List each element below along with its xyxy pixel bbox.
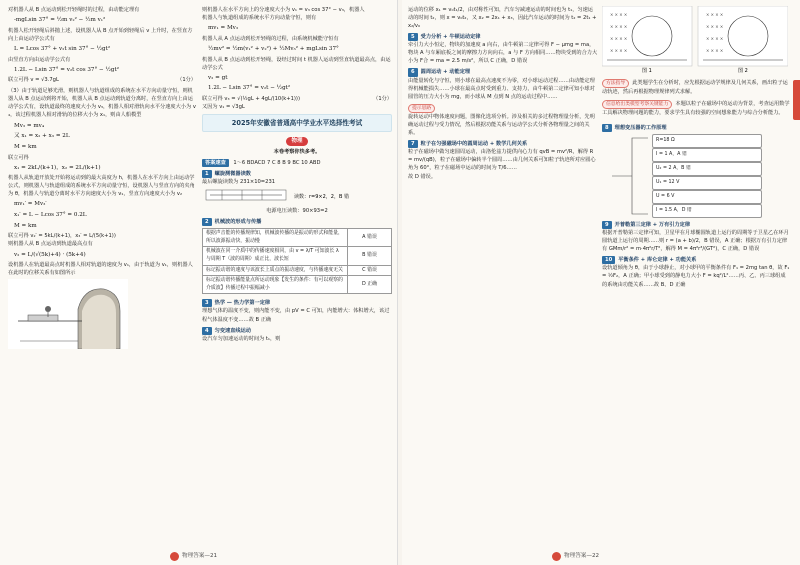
subtitle: 本卷考察你快多考。	[273, 148, 321, 155]
analysis-table	[202, 228, 392, 294]
right-edge-tab	[793, 80, 800, 120]
q7-title: 粒子在匀强磁场中的圆周运动 + 数学几何关系	[420, 141, 528, 148]
paragraph: 机器人从轨道开放处开始将运动到的最大高度为 h，机器人在水平方向上由运动学公式，则机器人与轨道组成的系统水平方向动量守恒，设机器人与竖直方向的夹角为 θ，机器人与轨道分离时水平方向速度大小为 v₁，竖直方向速度大小为 v₂	[8, 175, 195, 198]
paragraph: 故 D 错误。	[408, 173, 437, 180]
paragraph: 机器人从 B 点运动到松开轻绳，设经过时间 t 机器人运动到竖直轨道最高点，由运动学公式	[202, 56, 391, 71]
svg-text:× × × ×: × × × ×	[706, 36, 724, 41]
page-number: 物理答案—22	[564, 553, 600, 560]
table-cell: 根据声音能的传播规律知，机械波传播的是振动的形式和能量，所以波源振动快，振动慢	[203, 229, 348, 247]
table-result: A 错误	[348, 229, 392, 247]
score: （1分）	[177, 77, 196, 84]
paragraph: 则机器人从 B 点运动到轨道最高点有	[8, 241, 93, 248]
formula: 又 x₁ = x₂ + x₃ = 2L	[14, 133, 70, 140]
robot-track-diagram	[8, 279, 128, 349]
paragraph: 由竖直方向由运动学公式有	[8, 56, 71, 63]
answer-title: 答案速查	[202, 159, 229, 167]
transformer-diagram	[602, 134, 790, 218]
tip-tag: 提示思路	[408, 104, 435, 113]
formula: v₂ = gt	[208, 74, 228, 81]
paragraph: 设轨道倾角为 θ，由于小球静止，对小球甲的平衡条件有 F₁ = 2mg tan θ，故 F₁ = ½F₂，A 正确；甲小球受到的静电力大小 F = kq²/L²……丙、乙、丙三球组成的系统由功能关系……故 B、D 正确	[602, 265, 792, 288]
right-col-2: × × × × × × × × × × × × × × × × × × × × × × × × × × × × × × × × 图 1 图 2 方法指导 此类题学生在分析时，应先根据运动学规律及几何关系，画出粒子运动轨迹，然后再根据物理规律列式求解。 信息给出类模型考察关键能力 本题以粒子在磁场中的运动为背景，考查运用数学工具解决物理问题的能力，要求学生具有较强的空间想象能力与综合分析能力。 8 理想变压器的工作原理 R=18 Ω I = 1 A，A 错 U₂ = 2 A，B 错 U₁ = 12 V U = 6 V I = 1.5 A，D 错 9 开普勒第三定律 + 万有引力定律 根据开普勒第三定律可知，卫星甲在月球椭圆轨道上运行的周期等于卫星乙在环月圆轨道上运行的周期……则 r = (a + b)/2，B 错误，A 正确；根据万有引力定律有 GMm/r² = m·4π²r/T²，解得 M = 4π²r³/(GT²)，C 正确，D 错误 10 平衡条件 + 库仑定律 + 功能关系 设轨道倾角为 θ，由于小球静止，对小球甲的平衡条件有 F₁ = 2mg tan θ，故 F₁ = ½F₂，A 正确；甲小球受到的静电力大小 F = kq²/L²……丙、乙、丙三球组成的系统由功能关系……故 B、D 正确	[602, 6, 790, 289]
q5-title: 受力分析 + 牛顿运动定律	[420, 34, 481, 41]
table-cell: 标记振动谐的速度与该波长上质点的振动速度，与传播速度无关	[203, 265, 348, 276]
bracket-icon	[602, 134, 650, 218]
paragraph: 则机器人在水平方向上的分速度大小为 v₁ = v₃ cos 37° − v₃，机器人	[202, 7, 365, 13]
paragraph: 联立可得 v = √3.7gL	[8, 77, 59, 84]
publisher-logo-icon	[170, 552, 179, 561]
left-page	[0, 0, 398, 565]
formula: mv₁′ = Mv₃′	[14, 201, 47, 208]
paragraph: 最后螺旋读数为 231×10=231	[202, 178, 276, 185]
q8-title: 理想变压器的工作原理	[614, 125, 667, 132]
paragraph: 本题以粒子在磁场中的运动为背景，考查运用数学工具解决物理问题的能力，要求学生具有较强的空间想象能力与综合分析能力。	[602, 100, 790, 116]
paragraph: 粒子在磁场中做匀速圆周运动，由洛伦兹力提供向心力有 qvB = mv²/R，解得 R = mv/(qB)，粒子在磁场中偏转半个圆周……由几何关系可知粒子轨迹所对应圆心角为 60°，粒子在磁场中运动的时间为 T/6……	[408, 149, 596, 172]
table-row	[203, 229, 392, 247]
figure-caption-2: 图 2	[738, 68, 748, 74]
paragraph: 机器人与轨道组成的系统水平方向动量守恒，则有	[202, 15, 317, 22]
score: （1分）	[373, 95, 392, 102]
subject-badge: 物理	[286, 137, 307, 146]
q6-title: 圆周运动 + 动能定理	[420, 69, 471, 76]
svg-text:× × × ×: × × × ×	[706, 12, 724, 17]
paragraph: 机器人松开轻绳后斜抛上述，设机器人从 B 点开始到轻绳后 v 上升时，在竖直方向上由运动学公式有	[8, 27, 193, 42]
micrometer-diagram	[202, 186, 382, 204]
diagram-line: R=18 Ω	[652, 134, 762, 147]
table-row	[203, 247, 392, 265]
q1-title: 螺旋测微器读数	[214, 170, 251, 177]
table-cell: 标记振动谐传播能量点所运动现象【发生的条件：有可以观察的介质波】传播过程中振幅减小	[203, 276, 348, 294]
paragraph: 由能量转化与守恒，则小球在最高点速度不为零，对小球运动过程……由动能定理得机械能损失……小球在最高点时受到重力、支持力，由牛顿第二定律可知小球对圆管的压力大小为 mg，而小球从 M 点到 N 点的运动过程中……	[408, 77, 595, 100]
diagram-line: I = 1.5 A，D 错	[652, 204, 762, 217]
table-result: D 正确	[348, 276, 392, 294]
paragraph: 联立可得	[8, 154, 29, 161]
svg-text:× × × ×: × × × ×	[706, 24, 724, 29]
paragraph: 此类题学生在分析时，应先根据运动学规律及几何关系，画出粒子运动轨迹，然后再根据物理规律列式求解。	[602, 80, 788, 96]
paragraph: 运动的位移 x₁ = v₀t₁/2，由对称性可知，汽车匀减速运动的时间也为 t₁，匀速运动的时间 t₂，则 x = v₀t₂，又 x₂ = 2x₁ + x₃，因此汽车运动的时间为 t₂ = 2t₁ + x₂/v₀	[408, 7, 599, 30]
publisher-logo-icon	[552, 552, 561, 561]
paragraph: 根据开普勒第三定律可知，卫星甲在月球椭圆轨道上运行的周期等于卫星乙在环月圆轨道上运行的周期……则 r = (a + b)/2，B 错误，A 正确；根据万有引力定律有 GMm/r² = m·4π²r/T²，解得 M = 4π²r³/(GT²)，C 正确，D 错误	[602, 230, 789, 253]
formula: x₁′ = L − Lcos 37° = 0.2L	[14, 212, 87, 219]
formula: L = Lcos 37° + v₂t sin 37° − ½gt²	[14, 45, 111, 52]
left-col-2: 则机器人在水平方向上的分速度大小为 v₁ = v₃ cos 37° − v₃，机器人 机器人与轨道组成的系统水平方向动量守恒，则有 mv₁ = Mv₃ 机器人从 A 点运动到松开轻绳的过程，由系统机械能守恒有 ½mv² = ½m(v₁² + v₂²) + ½Mv₃² + mgLsin 37° 机器人从 B 点运动到松开轻绳，设经过时间 t 机器人运动到竖直轨道最高点，由运动学公式 v₂ = gt 1.2L − Lsin 37° = v₂t − ½gt² 联立可得 v₃ = √(½gL + 4gL/(10(k+1))) （1分） 又因为 v₁ = √3gL 2025年安徽省普通高中学业水平选择性考试 物理 本卷考察你快多考。 答案速查 1～6 BDACD 7 C 8 B 9 BC 10 ABD 1 螺旋测微器读数 最后螺旋读数为 231×10=231 读数：r=9×2，2，B 错 电源电压读数：90×93=2 2 机械波的形成与传播 根据声音能的传播规律知，机械波传播的是振动的形式和能量，所以波源振动快，振动慢 A 错误 机械波在同一介质中的传播速度相同，由 v = λ/T 可知波长 λ 与周期 T（波的周期）成正比，波长短 B 错误 标记振动谐的速度与该波长上质点的振动速度，与传播速度无关 C 错误 标记振动谐传播能量点所运动现象【发生的条件：有可以观察的介质波】传播过程中振幅减小 D 正确 3 热学 — 热力学第一定律 理想气体的温度不变，则内能不变，由 pV = C 可知，内能增大：体积增大，该过程气体温度不变……故 B 正确 4 匀变速直线运动 设汽车匀加速运动的时间为 t₁，则	[202, 7, 392, 342]
paragraph: 设汽车匀加速运动的时间为 t₁，则	[202, 335, 281, 342]
paragraph: （3）由于轨道足够光滑，则机器人与轨道组成的系统在水平方向动量守恒，则机器人从 B 点运动到将开始，机器人从 B 点运动到轨道分离时，在竖直方向上由运动学公式有，设轨道最终的速度大小为 v₃，机器人相对滑轨向水平分速度大小为 v₄，该过程机器人相对滑轨的位移大小为 x₁，则由人船模型	[8, 88, 196, 119]
paragraph: 理想气体的温度不变，则内能不变，由 pV = C 可知，内能增大：体积增大，该过程气体温度不变……故 B 正确	[202, 308, 390, 323]
q10-title: 平衡条件 + 库仑定律 + 功能关系	[618, 257, 697, 264]
q9-title: 开普勒第三定律 + 万有引力定律	[614, 222, 691, 229]
page-number: 物理答案—21	[182, 553, 218, 560]
q4-title: 匀变速直线运动	[214, 327, 251, 334]
svg-text:× × × ×: × × × ×	[610, 36, 628, 41]
svg-text:× × × ×: × × × ×	[610, 12, 628, 17]
paragraph: 牵引力大小恒定，物块的加速度 a 向右，由牛顿第二定律可得 F − μmg = ma，物块 A 与车厢底板之间的摩擦力方向向右，a 与 F 方向相同……物块受到的合力大小为 F合 = ma = 2.5 m/s²，所以 C 正确，D 错误	[408, 42, 598, 65]
table-row	[203, 265, 392, 276]
table-result: C 错误	[348, 265, 392, 276]
paragraph: 电源电压读数：90×93=2	[266, 208, 328, 215]
answers-list: 1～6 BDACD 7 C 8 B 9 BC 10 ABD	[233, 159, 321, 166]
formula: -mgLsin 37° = ½m v₂² − ½m v₁²	[14, 17, 106, 24]
paragraph: 机器人从 A 点运动到松开轻绳的过程，由系统机械能守恒有	[202, 35, 339, 42]
table-result: B 错误	[348, 247, 392, 265]
left-footer	[170, 552, 217, 561]
method-tag: 方法指导	[602, 79, 629, 88]
formula: Mv₃ = mv₄	[14, 122, 45, 129]
formula: x₁ = 2kL/(k+1)，x₂ = 2L/(k+1)	[14, 164, 101, 171]
paragraph: 设机器人在轨道最高点时机器人相对轨道的速度为 v₁，由于轨道为 v₁，则机器人在此时的位移关系有如图所示	[8, 262, 193, 277]
formula: mv₁ = Mv₃	[208, 25, 239, 32]
magnetic-field-figures	[602, 6, 788, 74]
formula: 1.2L − Lsin 37° = v₂t − ½gt²	[208, 85, 291, 92]
paragraph: 旋转运动中物体速度问题，图像化选项分析。涉及相关的多过程物理量分析，先明确运动过程与受力情况，然后根据功能关系与运动学公式分析各物理量之间的关系。	[408, 114, 595, 137]
q2-title: 机械波的形成与传播	[214, 219, 262, 226]
paragraph: 联立可得 v₃ = √(½gL + 4gL/(10(k+1)))	[202, 95, 300, 102]
formula: M = km	[14, 143, 37, 150]
svg-text:× × × ×: × × × ×	[610, 24, 628, 29]
formula: v₂ = L/(√(5k)+4) · (5k+4)	[14, 251, 86, 258]
advice-tag: 信息给出类模型考察关键能力	[602, 100, 672, 109]
q3-title: 热学 — 热力学第一定律	[214, 300, 271, 307]
svg-text:× × × ×: × × × ×	[610, 48, 628, 53]
table-cell: 机械波在同一介质中的传播速度相同，由 v = λ/T 可知波长 λ 与周期 T（波的周期）成正比，波长短	[203, 247, 348, 265]
right-col-1: 运动的位移 x₁ = v₀t₁/2，由对称性可知，汽车匀减速运动的时间也为 t₁，匀速运动的时间 t₂，则 x = v₀t₂，又 x₂ = 2x₁ + x₃，因此汽车运动的时间为 t₂ = 2t₁ + x₂/v₀ 5 受力分析 + 牛顿运动定律 牵引力大小恒定，物块的加速度 a 向右，由牛顿第二定律可得 F − μmg = ma，物块 A 与车厢底板之间的摩擦力方向向右，a 与 F 方向相同……物块受到的合力大小为 F合 = ma = 2.5 m/s²，所以 C 正确，D 错误 6 圆周运动 + 动能定理 由能量转化与守恒，则小球在最高点速度不为零，对小球运动过程……由动能定理得机械能损失……小球在最高点时受到重力、支持力，由牛顿第二定律可知小球对圆管的压力大小为 mg，而小球从 M 点到 N 点的运动过程中…… 提示思路 旋转运动中物体速度问题，图像化选项分析。涉及相关的多过程物理量分析，先明确运动过程与受力情况，然后根据功能关系与运动学公式分析各物理量之间的关系。 7 粒子在匀强磁场中的圆周运动 + 数学几何关系 粒子在磁场中做匀速圆周运动，由洛伦兹力提供向心力有 qvB = mv²/R，解得 R = mv/(qB)，粒子在磁场中偏转半个圆周……由几何关系可知粒子轨迹所对应圆心角为 60°，粒子在磁场中运动的时间为 T/6…… 故 D 错误。	[408, 7, 599, 180]
table-row	[203, 276, 392, 294]
exam-banner: 2025年安徽省普通高中学业水平选择性考试	[202, 114, 392, 132]
diagram-line: I = 1 A，A 错	[652, 148, 762, 161]
formula: 1.2L − Lsin 37° = v₂t cos 37° − ½gt²	[14, 66, 119, 73]
diagram-line: U₂ = 2 A，B 错	[652, 162, 762, 175]
diagram-line: U = 6 V	[652, 190, 762, 203]
paragraph: 联立可得 v₂′ = 5kL/(k+1)，x₃′ = L/(5(k+1))	[8, 233, 116, 240]
micrometer-label: 读数：r=9×2，2，B 错	[294, 194, 349, 201]
formula: M = km	[14, 222, 37, 229]
svg-text:× × × ×: × × × ×	[706, 48, 724, 53]
paragraph: 对机器人从 B 点运动到松开轻绳时的过程，由动能定理有	[8, 7, 140, 13]
figure-caption-1: 图 1	[642, 68, 652, 74]
diagram-line: U₁ = 12 V	[652, 176, 762, 189]
paragraph: 又因为 v₁ = √3gL	[202, 104, 245, 110]
right-footer	[552, 552, 599, 561]
right-page	[402, 0, 800, 565]
formula: ½mv² = ½m(v₁² + v₂²) + ½Mv₃² + mgLsin 37°	[208, 45, 339, 52]
left-col-1	[8, 6, 196, 352]
